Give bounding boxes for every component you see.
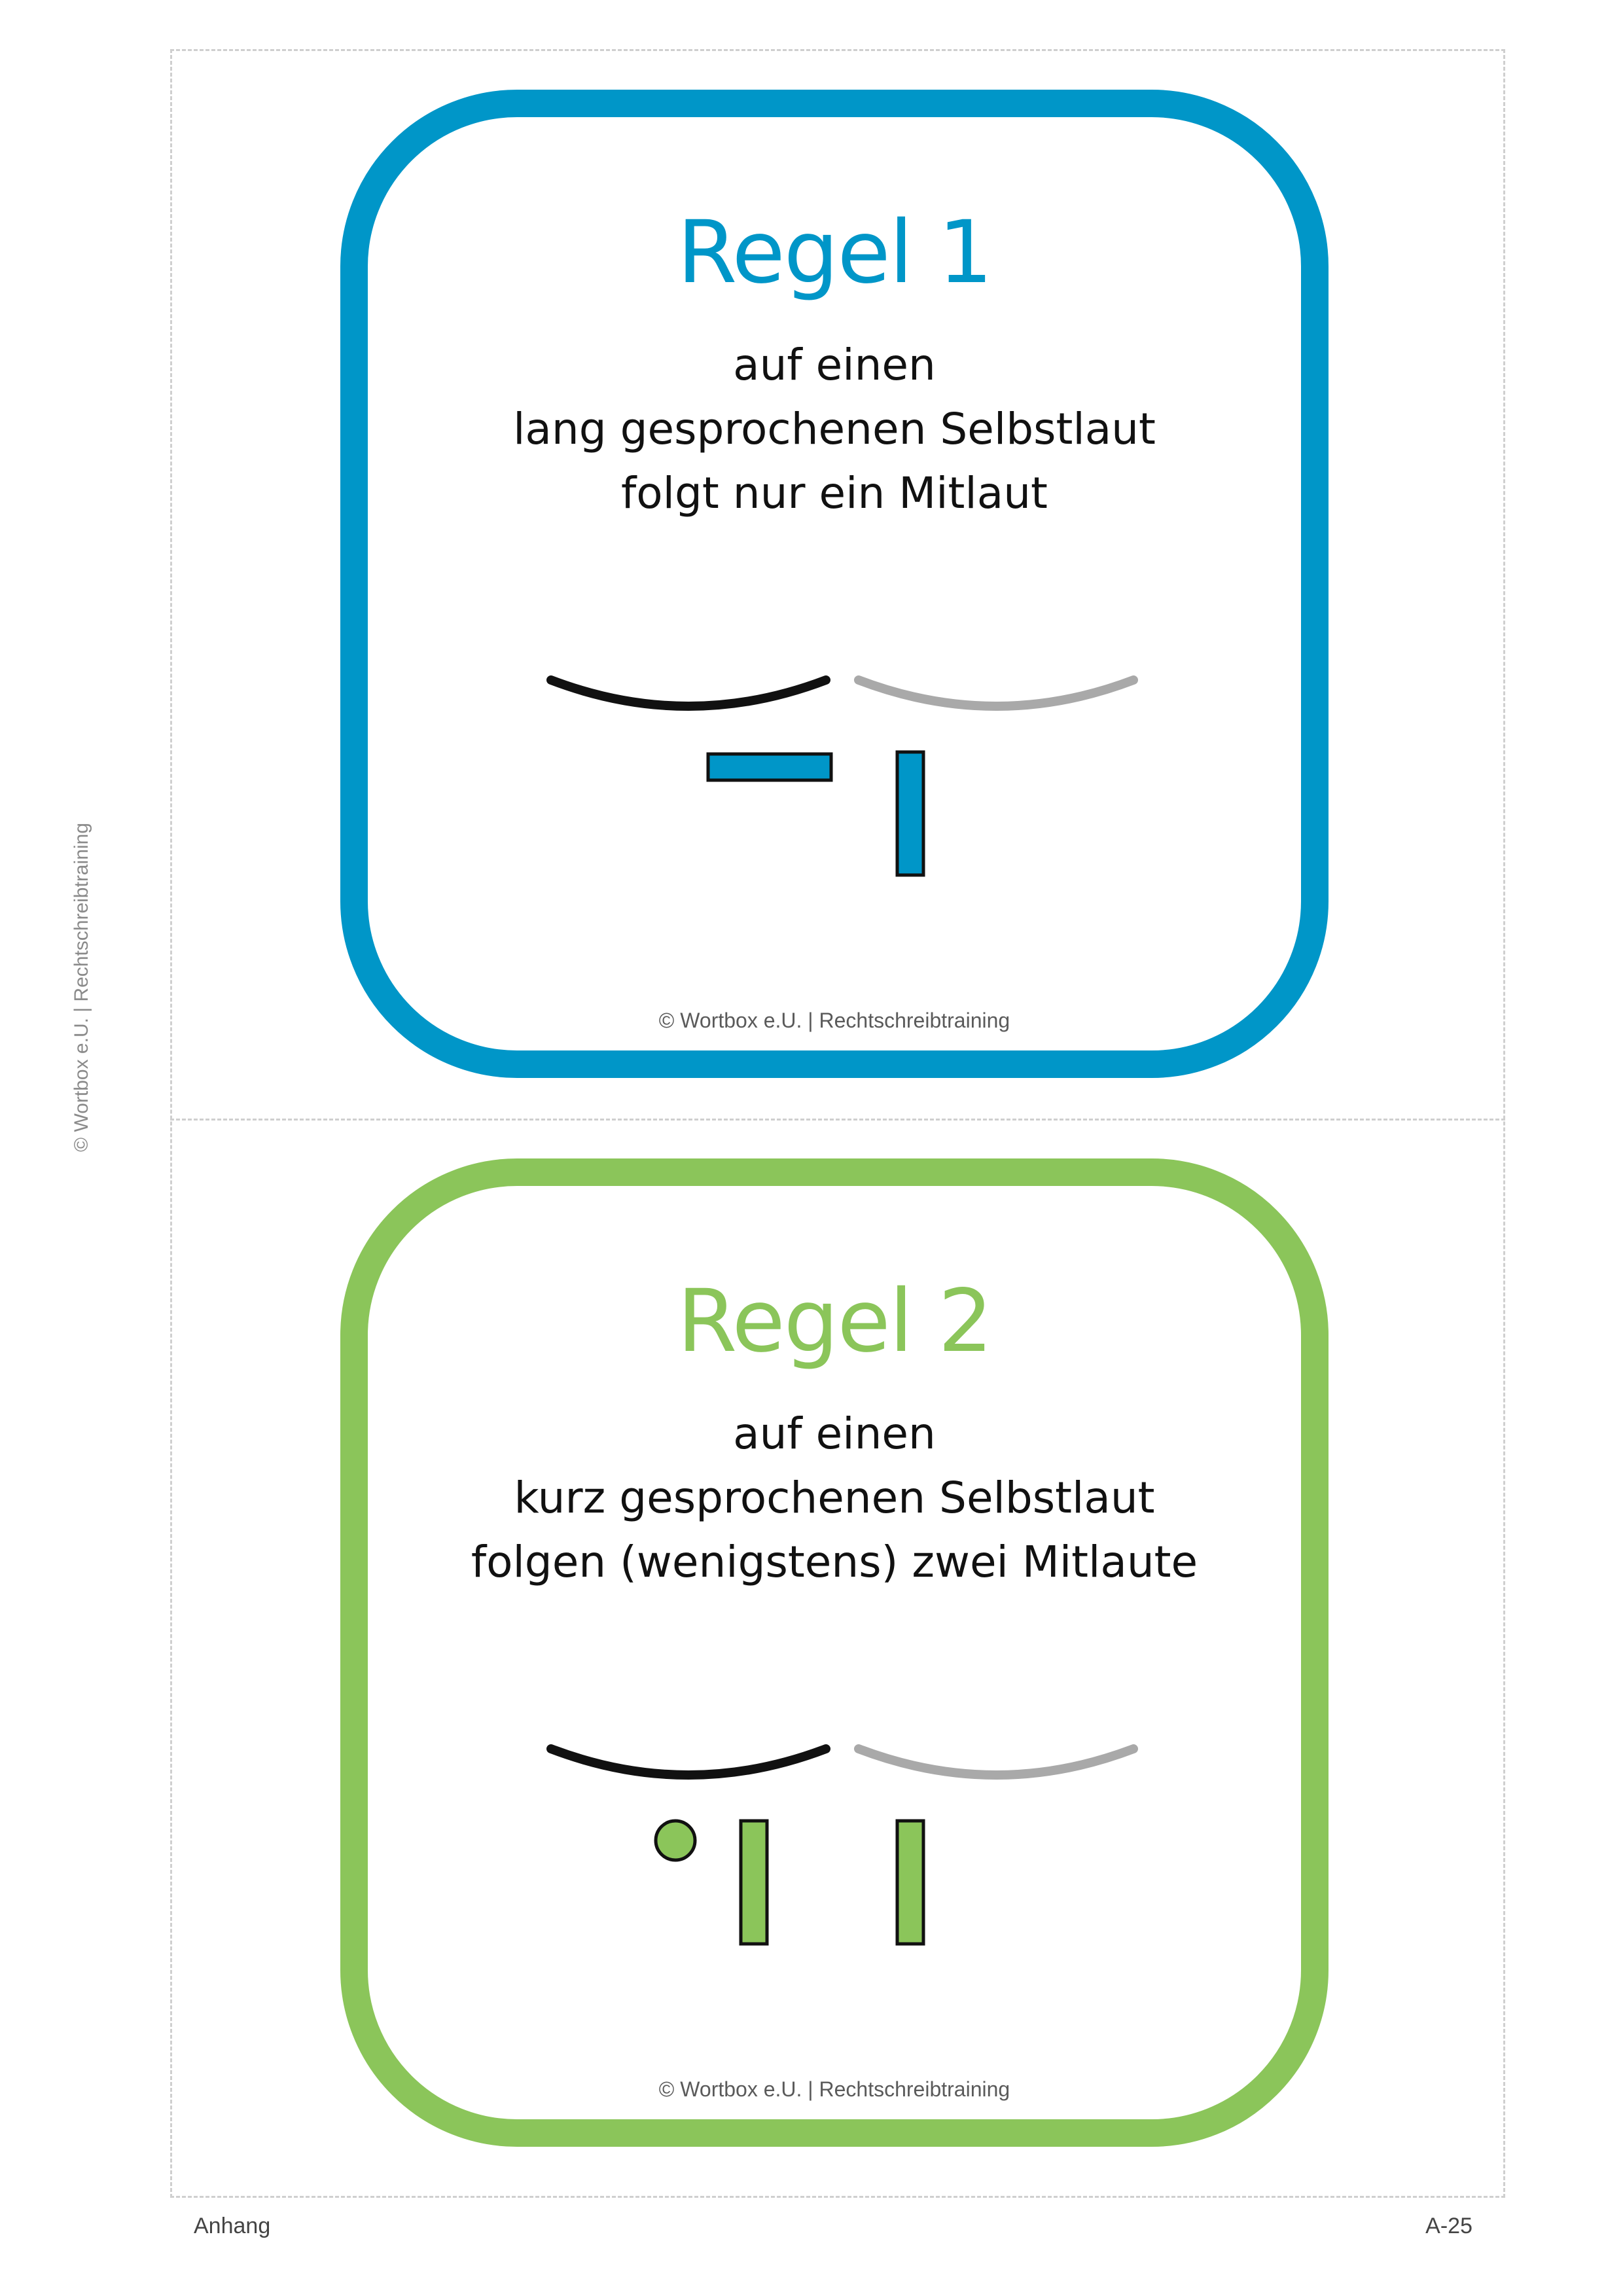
rule-text-line: kurz gesprochenen Selbstlaut: [514, 1473, 1155, 1523]
rule-text-line: auf einen: [733, 340, 936, 390]
rule-text: [368, 333, 1301, 526]
rule-text-line: auf einen: [733, 1408, 936, 1459]
rule-text: [368, 1402, 1301, 1594]
syllable-arc-secondary: [859, 680, 1133, 706]
syllable-arc-primary: [551, 680, 826, 706]
syllable-arc-primary: [551, 1749, 826, 1775]
page-number: A-25: [1425, 2214, 1472, 2238]
long-vowel-bar: [708, 754, 831, 780]
rule-text-line: folgt nur ein Mitlaut: [621, 468, 1048, 518]
syllable-diagram: [544, 660, 1153, 896]
rule-text-line: folgen (wenigstens) zwei Mitlaute: [471, 1537, 1198, 1587]
syllable-arc-secondary: [859, 1749, 1133, 1775]
card-footer-credit: © Wortbox e.U. | Rechtschreibtraining: [658, 2077, 1010, 2101]
consonant-bar: [741, 1821, 767, 1944]
rule-title: Regel 2: [677, 1271, 992, 1372]
rule-title: Regel 1: [677, 202, 992, 303]
rule-card-2: [340, 1158, 1329, 2147]
rule-text-line: lang gesprochenen Selbstlaut: [513, 404, 1156, 454]
consonant-bar: [897, 752, 923, 875]
cut-line: [170, 1119, 1505, 1121]
rule-card-1: [340, 90, 1329, 1078]
section-label: Anhang: [194, 2214, 271, 2238]
consonant-bar: [897, 1821, 923, 1944]
syllable-diagram: [544, 1729, 1153, 1965]
card-footer-credit: © Wortbox e.U. | Rechtschreibtraining: [658, 1009, 1010, 1032]
short-vowel-dot: [656, 1821, 695, 1860]
side-credit: © Wortbox e.U. | Rechtschreibtraining: [71, 823, 92, 1152]
